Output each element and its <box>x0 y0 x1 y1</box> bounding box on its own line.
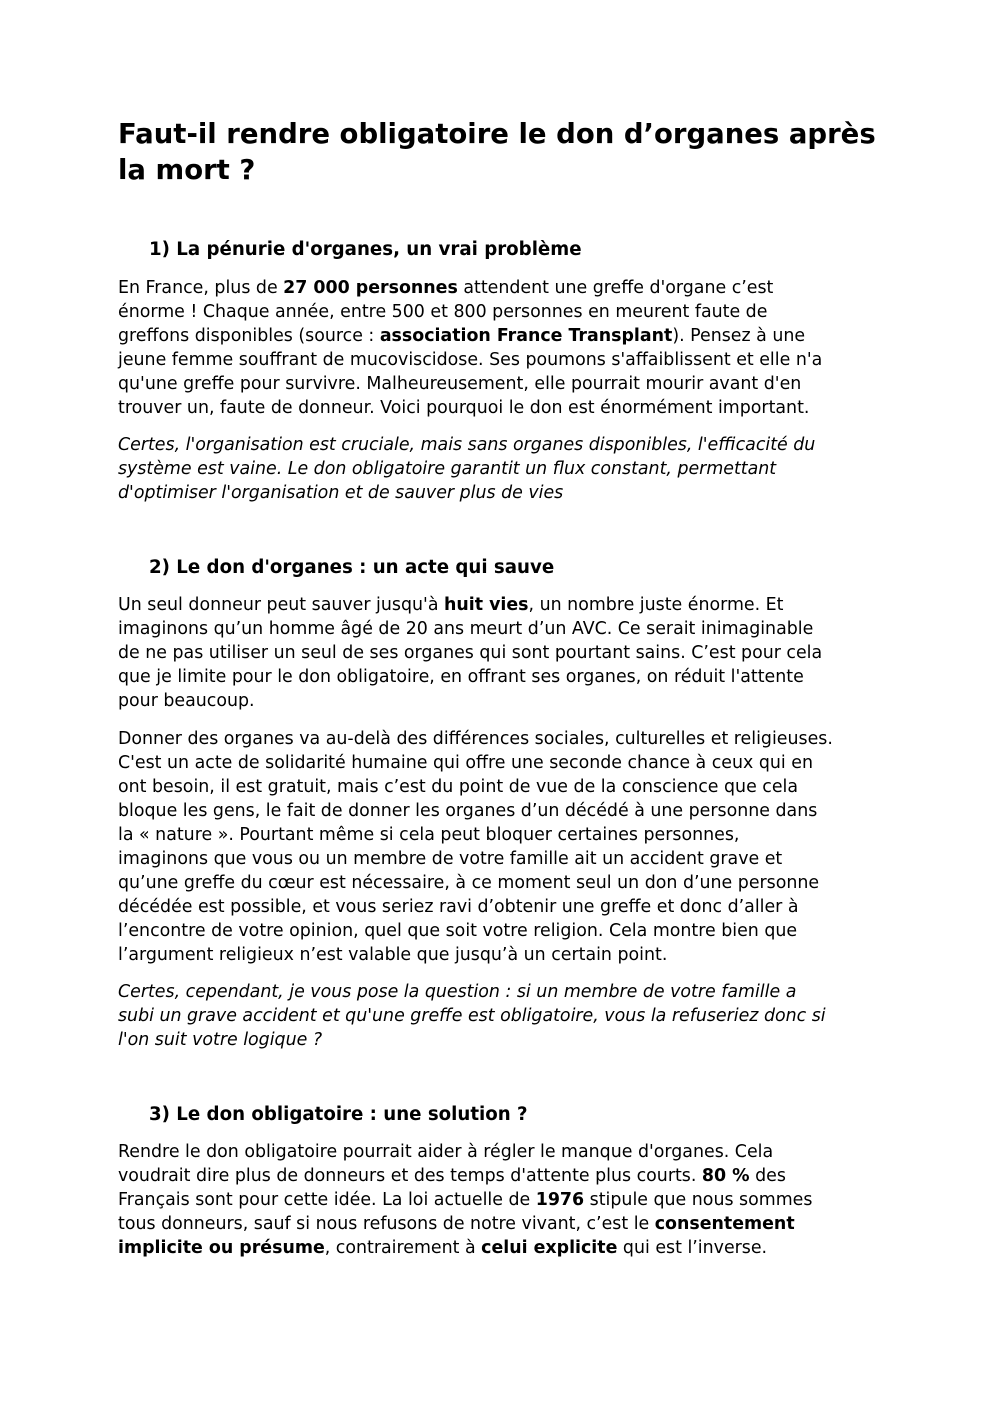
text-line: Rendre le don obligatoire pourrait aider à régler le manque d'organes. Cela <box>118 1142 774 1162</box>
text-line <box>118 1236 888 1260</box>
text-run: Un seul donneur peut sauver jusqu'à <box>118 595 444 615</box>
bold-text: celui explicite <box>481 1238 618 1258</box>
text-line: d'optimiser l'organisation et de sauver plus de vies <box>118 483 564 503</box>
section-1-paragraph-2 <box>118 433 888 505</box>
text-line <box>118 1188 888 1212</box>
text-line: que je limite pour le don obligatoire, en offrant ses organes, on réduit l'attente <box>118 667 804 687</box>
text-run: stipule que nous sommes <box>584 1190 813 1210</box>
text-line <box>118 276 888 300</box>
text-line <box>118 593 888 617</box>
text-line: pour beaucoup. <box>118 691 255 711</box>
text-line: qu’une greffe du cœur est nécessaire, à ce moment seul un don d’une personne <box>118 873 820 893</box>
text-run: attendent une greffe d'organe c’est <box>457 278 774 298</box>
text-line: de ne pas utiliser un seul de ses organes qui sont pourtant sains. C’est pour cela <box>118 643 823 663</box>
bold-text: huit vies <box>444 595 529 615</box>
bold-text: 80 % <box>701 1166 750 1186</box>
text-line: Certes, l'organisation est cruciale, mais sans organes disponibles, l'efficacité du <box>118 435 816 455</box>
section-1-heading: 1) La pénurie d'organes, un vrai problème <box>149 239 582 260</box>
text-line: système est vaine. Le don obligatoire garantit un flux constant, permettant <box>118 459 777 479</box>
text-run: Français sont pour cette idée. La loi actuelle de <box>118 1190 536 1210</box>
text-line: l’encontre de votre opinion, quel que soit votre religion. Cela montre bien que <box>118 921 798 941</box>
bold-text: association France Transplant <box>379 326 673 346</box>
text-run: des <box>749 1166 786 1186</box>
section-3 <box>118 1103 888 1127</box>
text-line: Certes, cependant, je vous pose la question : si un membre de votre famille a <box>118 982 797 1002</box>
text-line: trouver un, faute de donneur. Voici pourquoi le don est énormément important. <box>118 398 810 418</box>
bold-text: implicite ou présume <box>118 1238 325 1258</box>
text-line: imaginons que vous ou un membre de votre famille ait un accident grave et <box>118 849 783 869</box>
section-1-paragraph-1 <box>118 276 888 420</box>
section-2-paragraph-3 <box>118 980 888 1052</box>
text-line: qu'une greffe pour survivre. Malheureusement, elle pourrait mourir avant d'en <box>118 374 802 394</box>
text-line <box>118 324 888 348</box>
section-3-paragraph-1 <box>118 1140 888 1260</box>
section-2-paragraph-2 <box>118 727 888 967</box>
section-2-heading: 2) Le don d'organes : un acte qui sauve <box>149 557 555 578</box>
document-title <box>118 116 878 188</box>
text-line: Donner des organes va au-delà des différences sociales, culturelles et religieuses. <box>118 729 833 749</box>
text-line: l'on suit votre logique ? <box>118 1030 323 1050</box>
text-line: énorme ! Chaque année, entre 500 et 800 personnes en meurent faute de <box>118 302 768 322</box>
text-line: décédée est possible, et vous seriez ravi d’obtenir une greffe et donc d’aller à <box>118 897 799 917</box>
bold-text: 27 000 personnes <box>283 278 458 298</box>
text-run: tous donneurs, sauf si nous refusons de notre vivant, c’est le <box>118 1214 655 1234</box>
text-run: ). Pensez à une <box>672 326 806 346</box>
text-line: jeune femme souffrant de mucoviscidose. Ses poumons s'affaiblissent et elle n'a <box>118 350 823 370</box>
text-line: C'est un acte de solidarité humaine qui offre une seconde chance à ceux qui en <box>118 753 813 773</box>
text-run: qui est l’inverse. <box>617 1238 768 1258</box>
title-line-1: Faut-il rendre obligatoire le don d’organes après <box>118 118 876 150</box>
text-line: l’argument religieux n’est valable que jusqu’à un certain point. <box>118 945 668 965</box>
text-run: greffons disponibles (source : <box>118 326 380 346</box>
text-run: , contrairement à <box>324 1238 482 1258</box>
section-2 <box>118 556 888 580</box>
text-run: voudrait dire plus de donneurs et des temps d'attente plus courts. <box>118 1166 702 1186</box>
title-line-2: la mort ? <box>118 154 256 186</box>
bold-text: consentement <box>654 1214 795 1234</box>
text-line: ont besoin, il est gratuit, mais c’est du point de vue de la conscience que cela <box>118 777 799 797</box>
text-run: , un nombre juste énorme. Et <box>528 595 784 615</box>
text-line: imaginons qu’un homme âgé de 20 ans meurt d’un AVC. Ce serait inimaginable <box>118 619 814 639</box>
text-line <box>118 1164 888 1188</box>
bold-text: 1976 <box>535 1190 585 1210</box>
section-1 <box>118 238 888 262</box>
text-line: subi un grave accident et qu'une greffe est obligatoire, vous la refuseriez donc si <box>118 1006 826 1026</box>
text-line <box>118 1212 888 1236</box>
section-2-paragraph-1 <box>118 593 888 713</box>
text-line: la « nature ». Pourtant même si cela peut bloquer certaines personnes, <box>118 825 740 845</box>
text-run: En France, plus de <box>118 278 284 298</box>
text-line: bloque les gens, le fait de donner les organes d’un décédé à une personne dans <box>118 801 818 821</box>
section-3-heading: 3) Le don obligatoire : une solution ? <box>149 1104 528 1125</box>
